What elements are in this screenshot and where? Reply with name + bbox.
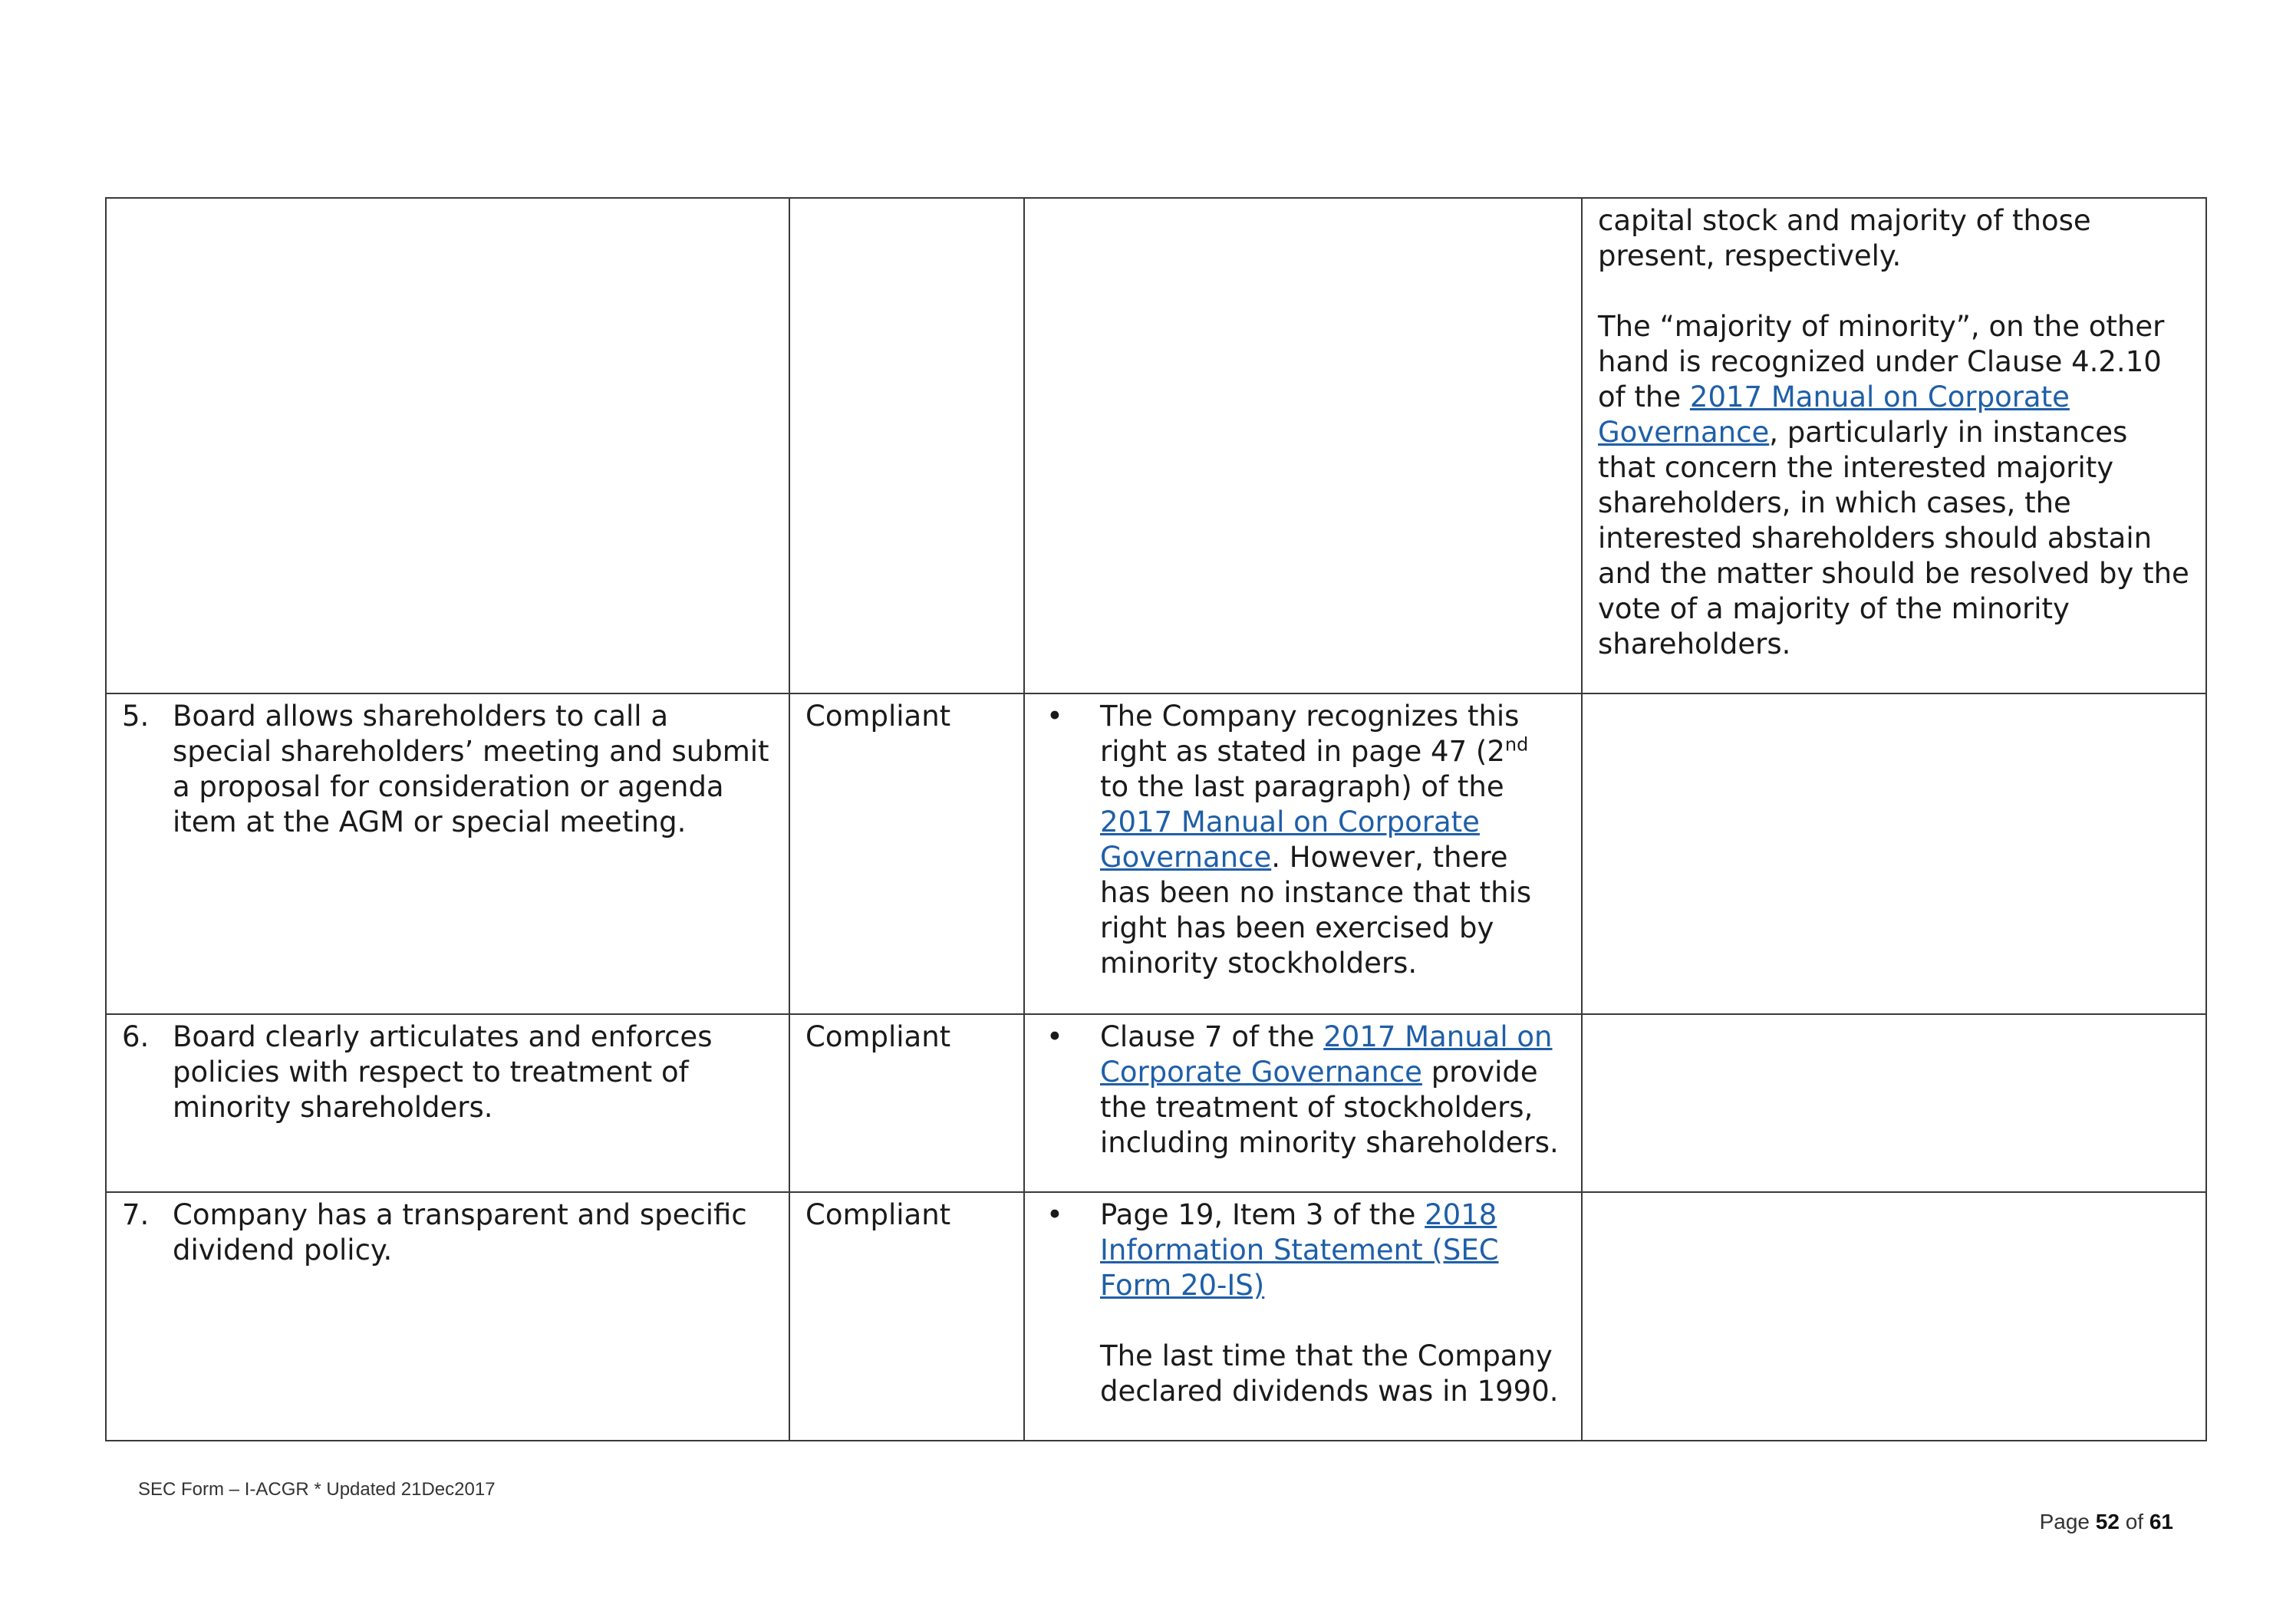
status-cell <box>789 1014 1024 1192</box>
table-row <box>106 1192 2206 1441</box>
recommendation-text: Board allows shareholders to call a special shareholders’ meeting and submit a proposal for consideration or agenda item at the AGM or special meeting. <box>173 700 769 838</box>
remarks-paragraph: capital stock and majority of those present, respectively. <box>1598 204 2091 272</box>
explanation-text: Clause 7 of the 2017 Manual on Corporate Governance provide the treatment of stockholders, including minority shareholders. <box>1100 1020 1559 1159</box>
page-number: Page 52 of 61 <box>2039 1510 2173 1533</box>
item-number: 6. <box>122 1020 150 1053</box>
compliance-table <box>105 197 2207 1441</box>
remarks-cell <box>1582 1014 2206 1192</box>
table-row <box>106 693 2206 1014</box>
explanation-cell <box>1024 1192 1582 1441</box>
recommendation-text: Company has a transparent and specific dividend policy. <box>173 1198 747 1267</box>
explanation-text: Page 19, Item 3 of the 2018 Information Statement (SEC Form 20-IS) The last time that the Company declared dividends was in 1990. <box>1100 1197 1566 1409</box>
compliance-status: Compliant <box>805 700 951 733</box>
table-row <box>106 1014 2206 1192</box>
bullet-icon: • <box>1046 700 1063 733</box>
recommendation-cell <box>106 1014 789 1192</box>
recommendation-cell <box>106 693 789 1014</box>
manual-link[interactable]: 2017 Manual on Corporate Governance <box>1598 380 2070 449</box>
status-cell <box>789 693 1024 1014</box>
bullet-icon: • <box>1046 1198 1063 1231</box>
remarks-cell <box>1582 198 2206 693</box>
recommendation-cell <box>106 198 789 693</box>
explanation-text: The Company recognizes this right as stated in page 47 (2nd to the last paragraph) of the 2017 Manual on Corporate Governance. However, there has been no instance that this right has been exercised by minority stockholders. <box>1100 700 1532 980</box>
item-number: 7. <box>122 1198 150 1231</box>
status-cell <box>789 1192 1024 1441</box>
bullet-icon: • <box>1046 1020 1063 1053</box>
remarks-cell <box>1582 693 2206 1014</box>
information-statement-link[interactable]: 2018 Information Statement (SEC Form 20-IS) <box>1100 1198 1499 1302</box>
remarks-paragraph: The “majority of minority”, on the other hand is recognized under Clause 4.2.10 of the 2017 Manual on Corporate Governance, particularly in instances that concern the interested majority shareholders, in which cases, the interested shareholders should abstain and the matter should be resolved by the vote of a majority of the minority shareholders. <box>1598 310 2189 660</box>
recommendation-cell <box>106 1192 789 1441</box>
form-footer: SEC Form – I-ACGR * Updated 21Dec2017 <box>138 1479 496 1500</box>
remarks-cell <box>1582 1192 2206 1441</box>
compliance-status: Compliant <box>805 1020 951 1053</box>
dividend-note: The last time that the Company declared dividends was in 1990. <box>1100 1339 1559 1408</box>
explanation-cell <box>1024 693 1582 1014</box>
explanation-cell <box>1024 198 1582 693</box>
table-row-continuation <box>106 198 2206 693</box>
compliance-status: Compliant <box>805 1198 951 1231</box>
manual-link[interactable]: 2017 Manual on Corporate Governance <box>1100 805 1480 874</box>
item-number: 5. <box>122 700 150 733</box>
explanation-cell <box>1024 1014 1582 1192</box>
recommendation-text: Board clearly articulates and enforces policies with respect to treatment of minority shareholders. <box>173 1020 713 1124</box>
manual-link[interactable]: 2017 Manual on Corporate Governance <box>1100 1020 1553 1089</box>
status-cell <box>789 198 1024 693</box>
